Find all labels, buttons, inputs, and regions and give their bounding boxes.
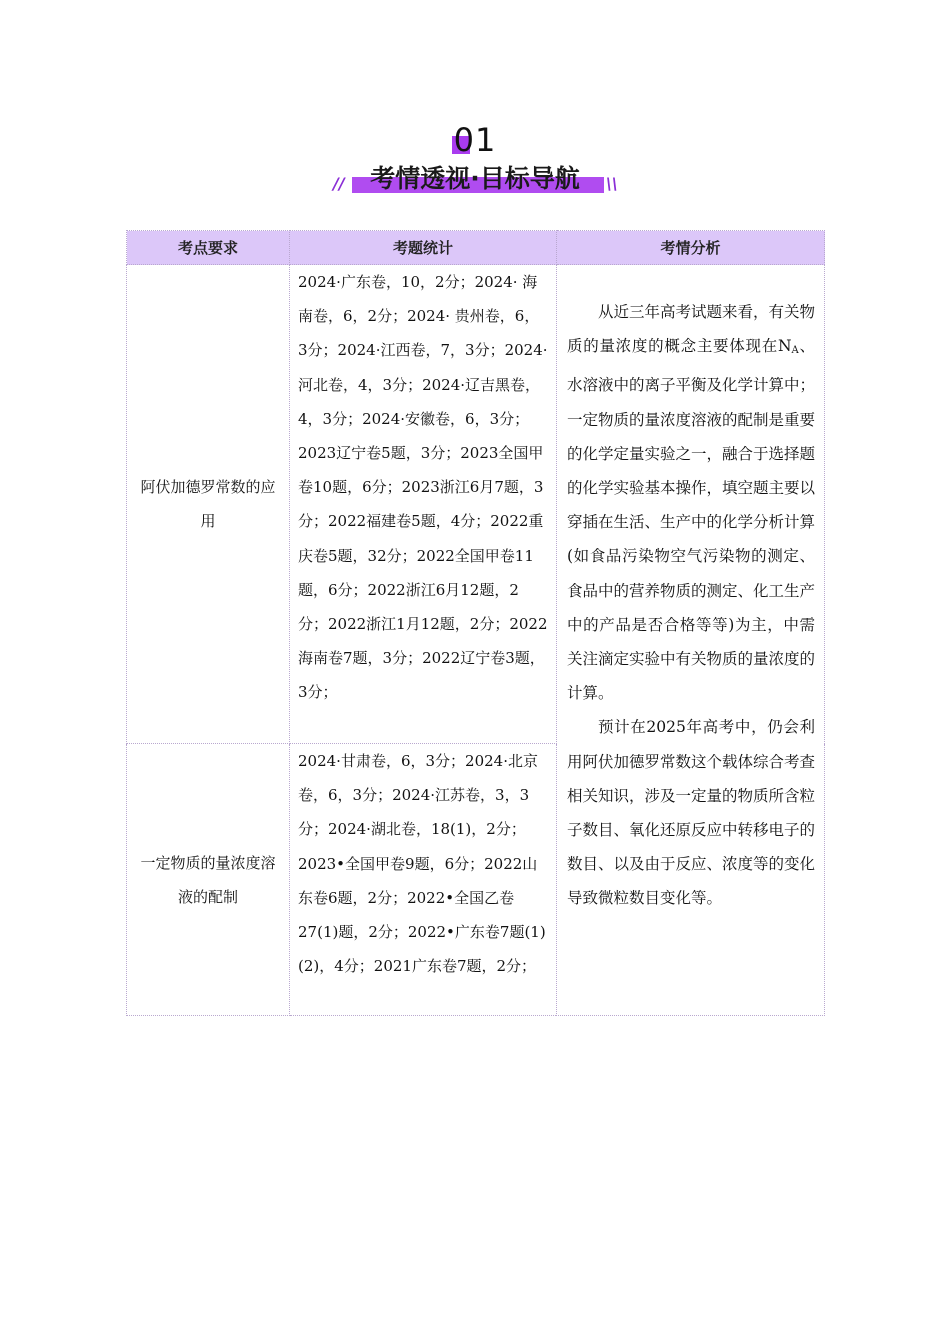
analysis-paragraph-1: 从近三年高考试题来看，有关物质的量浓度的概念主要体现在$N_A$、水溶液中的离子平衡及化学计算中；一定物质的量浓度溶液的配制是重要的化学定量实验之一，融合于选择题的化学实验基本操作，填空题主要以穿插在生活、生产中的化学分析计算(如食品污染物空气污染物的测定、食品中的营养物质的测定、化工生产中的产品是否合格等等)为主，中需关注滴定实验中有关物质的量浓度的计算。 — [567, 303, 816, 703]
exam-analysis-table — [126, 230, 825, 1016]
analysis-paragraph-2: 预计在2025年高考中，仍会利用阿伏加德罗常数这个载体综合考查相关知识，涉及一定量的物质所含粒子数目、氧化还原反应中转移电子的数目、以及由于反应、浓度等的变化导致微粒数目变化等。 — [567, 718, 816, 908]
table-row — [127, 265, 825, 744]
table-header-row — [127, 231, 825, 265]
section-title: 考情透视·目标导航 — [370, 164, 580, 193]
right-slash-decoration: \\ — [606, 174, 618, 193]
requirement-cell: 阿伏加德罗常数的应用 — [127, 265, 290, 744]
subscript-a: A — [791, 345, 799, 357]
requirement-cell: 一定物质的量浓度溶液的配制 — [127, 744, 290, 1016]
left-slash-decoration: // — [333, 174, 345, 193]
column-header-analysis: 考情分析 — [557, 231, 825, 265]
section-header — [0, 118, 950, 208]
analysis-cell — [557, 265, 825, 1016]
column-header-requirement: 考点要求 — [127, 231, 290, 265]
statistics-cell: 2024·广东卷，10，2分；2024· 海南卷，6，2分；2024· 贵州卷，6，3分；2024·江西卷，7，3分；2024·河北卷，4，3分；2024·辽吉黑卷，4，3分；2024·安徽卷，6，3分；2023辽宁卷5题，3分；2023全国甲卷10题，6分；2023浙江6月7题，3分；2022福建卷5题，4分；2022重庆卷5题，32分；2022全国甲卷11题，6分；2022浙江6月12题，2分；2022浙江1月12题，2分；2022海南卷7题，3分；2022辽宁卷3题，3分； — [290, 265, 557, 744]
column-header-statistics: 考题统计 — [290, 231, 557, 265]
statistics-cell: 2024·甘肃卷，6，3分；2024·北京卷，6，3分；2024·江苏卷，3，3分；2024·湖北卷，18(1)，2分；2023•全国甲卷9题，6分；2022山东卷6题，2分；2022•全国乙卷27(1)题，2分；2022•广东卷7题(1)(2)，4分；2021广东卷7题，2分； — [290, 744, 557, 1016]
section-number: 01 — [453, 121, 497, 159]
